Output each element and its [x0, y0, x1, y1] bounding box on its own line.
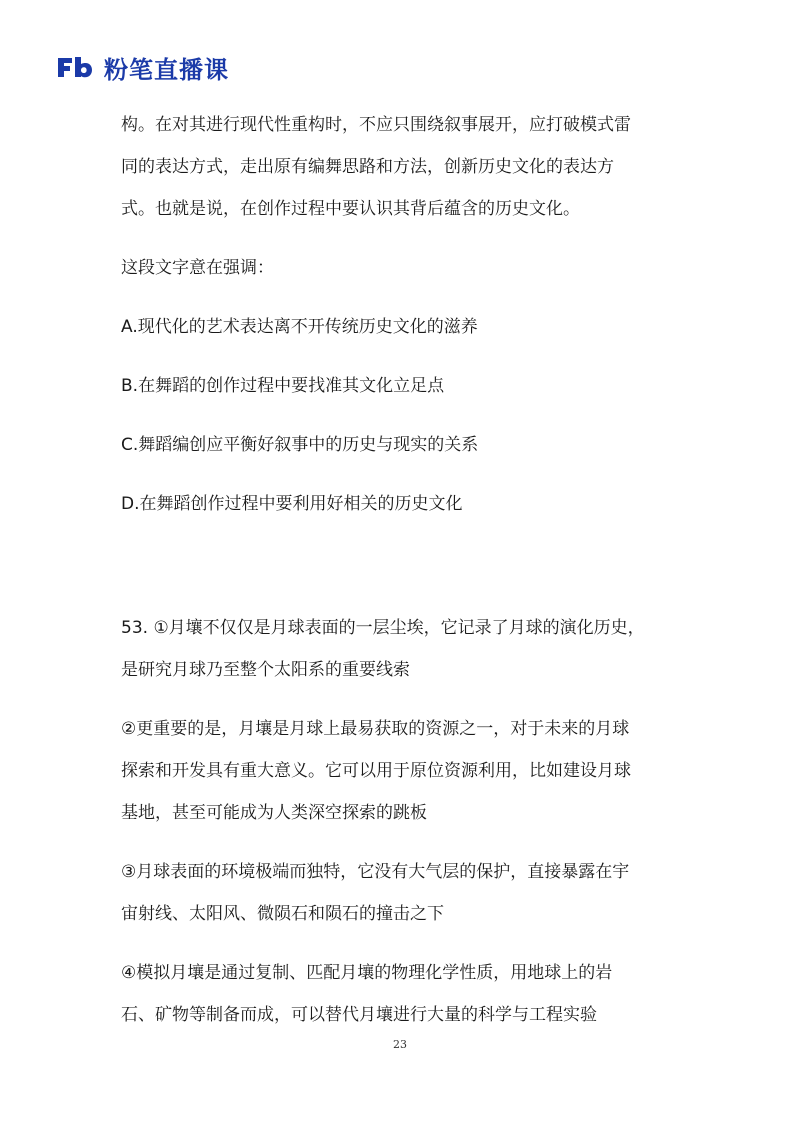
option-d: D.在舞蹈创作过程中要利用好相关的历史文化 [121, 494, 463, 514]
q53-line: 石、矿物等制备而成，可以替代月壤进行大量的科学与工程实验 [121, 1005, 597, 1025]
q53-line: 探索和开发具有重大意义。它可以用于原位资源利用，比如建设月球 [121, 761, 631, 781]
q53-sentence-4 [121, 952, 681, 1036]
q53-sentence-1 [121, 607, 681, 691]
passage-line: 构。在对其进行现代性重构时，不应只围绕叙事展开，应打破模式雷 [121, 115, 631, 135]
q53-line: 53. ①月壤不仅仅是月球表面的一层尘埃，它记录了月球的演化历史， [121, 618, 645, 638]
q53-line: ④模拟月壤是通过复制、匹配月壤的物理化学性质，用地球上的岩 [121, 963, 613, 983]
q53-line: 是研究月球乃至整个太阳系的重要线索 [121, 660, 410, 680]
option-a: A.现代化的艺术表达离不开传统历史文化的滋养 [121, 317, 478, 337]
document-body [121, 104, 681, 1036]
passage-line: 同的表达方式，走出原有编舞思路和方法，创新历史文化的表达方 [121, 157, 614, 177]
page-header [56, 52, 229, 82]
option-c: C.舞蹈编创应平衡好叙事中的历史与现实的关系 [121, 435, 479, 455]
q53-line: ③月球表面的环境极端而独特，它没有大气层的保护，直接暴露在宇 [121, 862, 630, 882]
q53-line: 宙射线、太阳风、微陨石和陨石的撞击之下 [121, 904, 444, 924]
q53-line: 基地，甚至可能成为人类深空探索的跳板 [121, 803, 427, 823]
q53-sentence-3 [121, 851, 681, 935]
option-b: B.在舞蹈的创作过程中要找准其文化立足点 [121, 376, 445, 396]
page-number: 23 [393, 1038, 407, 1051]
question-stem: 这段文字意在强调： [121, 258, 274, 278]
q53-line: ②更重要的是，月壤是月球上最易获取的资源之一，对于未来的月球 [121, 719, 630, 739]
q53-sentence-2 [121, 708, 681, 834]
passage-line: 式。也就是说，在创作过程中要认识其背后蕴含的历史文化。 [121, 199, 580, 219]
passage [121, 104, 681, 230]
brand-name: 粉笔直播课 [104, 55, 229, 84]
fenbi-logo-icon [56, 55, 94, 79]
